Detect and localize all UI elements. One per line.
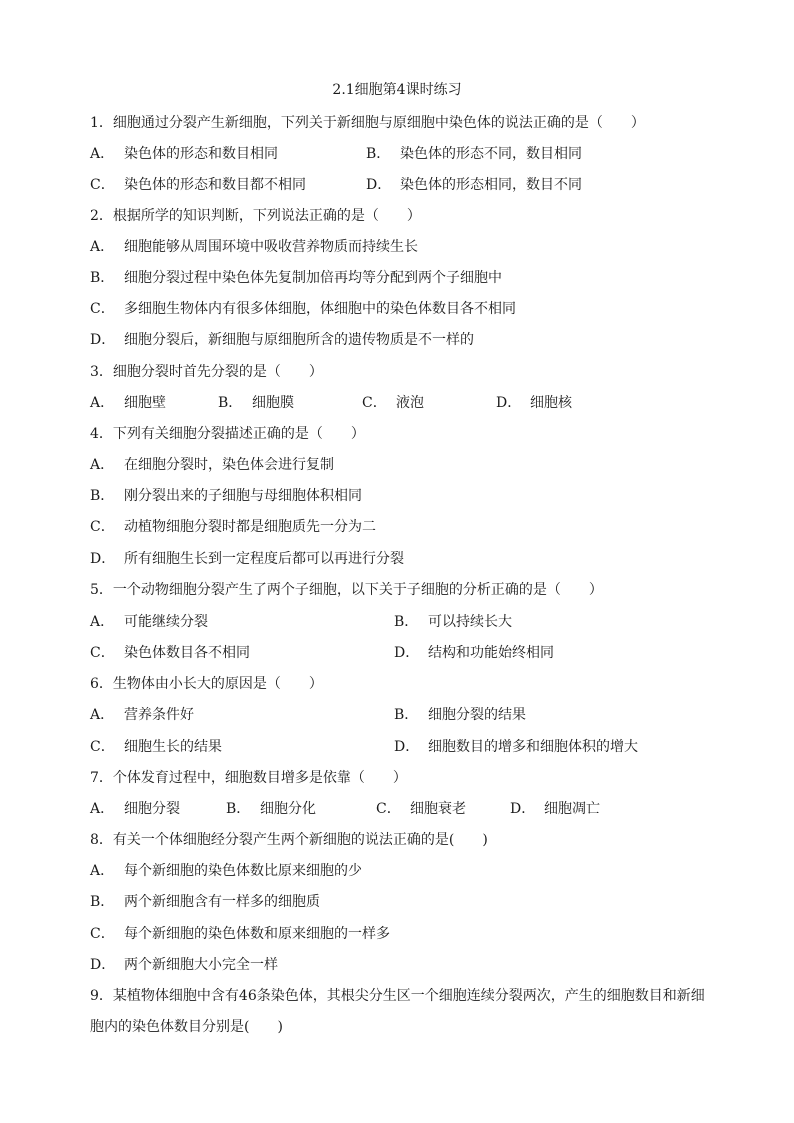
question-3-option-a: A． 细胞壁 [90, 395, 166, 411]
question-2-option-b: B． 细胞分裂过程中染色体先复制加倍再均等分配到两个子细胞中 [90, 270, 502, 286]
question-4-stem: 4．下列有关细胞分裂描述正确的是（ ） [90, 426, 365, 442]
question-5-option-c: C． 染色体数目各不相同 [90, 645, 250, 661]
question-4-option-a: A． 在细胞分裂时，染色体会进行复制 [90, 457, 334, 473]
question-8-option-a: A． 每个新细胞的染色体数比原来细胞的少 [90, 863, 362, 879]
question-1-option-a: A． 染色体的形态和数目相同 [90, 146, 278, 162]
question-9-stem-line-1: 9．某植物体细胞中含有46条染色体，其根尖分生区一个细胞连续分裂两次，产生的细胞数目和新细 [90, 988, 705, 1004]
question-5-stem: 5．一个动物细胞分裂产生了两个子细胞，以下关于子细胞的分析正确的是（ ） [90, 582, 603, 598]
question-5-option-d: D． 结构和功能始终相同 [394, 645, 554, 661]
question-8-option-b: B． 两个新细胞含有一样多的细胞质 [90, 894, 320, 910]
question-7-stem: 7．个体发育过程中，细胞数目增多是依靠（ ） [90, 770, 407, 786]
question-3-option-c: C． 液泡 [362, 395, 424, 411]
question-6-option-d: D． 细胞数目的增多和细胞体积的增大 [394, 739, 638, 755]
question-1-option-b: B． 染色体的形态不同，数目相同 [366, 146, 582, 162]
question-3-option-d: D． 细胞核 [496, 395, 572, 411]
question-2-stem: 2．根据所学的知识判断，下列说法正确的是（ ） [90, 208, 421, 224]
question-2-option-d: D． 细胞分裂后，新细胞与原细胞所含的遗传物质是不一样的 [90, 332, 474, 348]
question-2-option-c: C． 多细胞生物体内有很多体细胞，体细胞中的染色体数目各不相同 [90, 301, 516, 317]
question-6-option-a: A． 营养条件好 [90, 707, 194, 723]
question-3-option-b: B． 细胞膜 [218, 395, 294, 411]
question-8-option-d: D． 两个新细胞大小完全一样 [90, 957, 278, 973]
question-6-option-c: C． 细胞生长的结果 [90, 739, 222, 755]
question-6-option-b: B． 细胞分裂的结果 [394, 707, 526, 723]
question-2-option-a: A． 细胞能够从周围环境中吸收营养物质而持续生长 [90, 239, 418, 255]
question-7-option-b: B． 细胞分化 [226, 801, 316, 817]
question-7-option-d: D． 细胞凋亡 [510, 801, 600, 817]
question-5-option-b: B． 可以持续长大 [394, 614, 512, 630]
page-title: 2.1细胞第4课时练习 [332, 82, 462, 98]
question-4-option-c: C． 动植物细胞分裂时都是细胞质先一分为二 [90, 519, 376, 535]
question-7-option-a: A． 细胞分裂 [90, 801, 180, 817]
question-1-option-d: D． 染色体的形态相同，数目不同 [366, 177, 582, 193]
question-4-option-b: B． 刚分裂出来的子细胞与母细胞体积相同 [90, 488, 362, 504]
question-8-option-c: C． 每个新细胞的染色体数和原来细胞的一样多 [90, 926, 390, 942]
question-4-option-d: D． 所有细胞生长到一定程度后都可以再进行分裂 [90, 551, 404, 567]
question-7-option-c: C． 细胞衰老 [376, 801, 466, 817]
question-1-stem: 1．细胞通过分裂产生新细胞，下列关于新细胞与原细胞中染色体的说法正确的是（ ） [90, 115, 645, 131]
question-1-option-c: C． 染色体的形态和数目都不相同 [90, 177, 306, 193]
question-8-stem: 8．有关一个体细胞经分裂产生两个新细胞的说法正确的是( ) [90, 832, 488, 848]
question-5-option-a: A． 可能继续分裂 [90, 614, 208, 630]
question-3-stem: 3．细胞分裂时首先分裂的是（ ） [90, 364, 323, 380]
question-9-stem-line-2: 胞内的染色体数目分别是( ) [90, 1019, 283, 1035]
question-6-stem: 6．生物体由小长大的原因是（ ） [90, 676, 323, 692]
